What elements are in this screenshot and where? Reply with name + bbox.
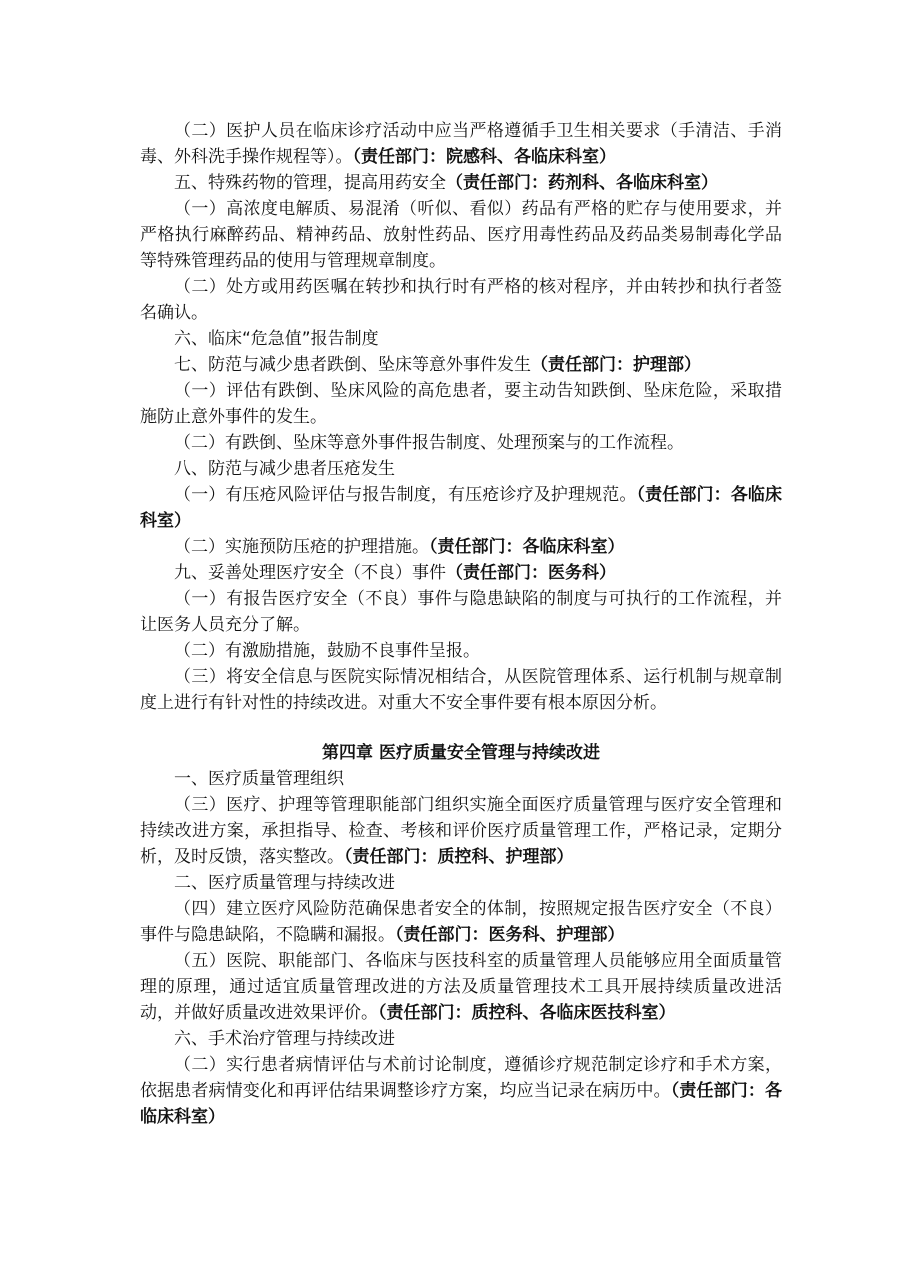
para-9-1: （一）有报告医疗安全（不良）事件与隐患缺陷的制度与可执行的工作流程，并让医务人员充分了解。 xyxy=(140,589,782,635)
para-7-2: （二）有跌倒、坠床等意外事件报告制度、处理预案与的工作流程。 xyxy=(174,433,684,453)
section-8-heading: 八、防范与减少患者压疮发生 xyxy=(174,459,395,479)
ch4-section-6-heading: 六、手术治疗管理与持续改进 xyxy=(174,1029,395,1049)
para-9-3: （三）将安全信息与医院实际情况相结合，从医院管理体系、运行机制与规章制度上进行有针对性的持续改进。对重大不安全事件要有根本原因分析。 xyxy=(140,667,782,713)
section-5-heading: 五、特殊药物的管理，提高用药安全（责任部门：药剂科、各临床科室） xyxy=(174,173,718,193)
para-8-2: （二）实施预防压疮的护理措施。（责任部门：各临床科室） xyxy=(174,537,625,557)
para-5-2: （二）处方或用药医嘱在转抄和执行时有严格的核对程序，并由转抄和执行者签名确认。 xyxy=(140,277,782,323)
para-8-1: （一）有压疮风险评估与报告制度，有压疮诊疗及护理规范。（责任部门：各临床科室） xyxy=(140,485,783,531)
ch4-para-2-4: （四）建立医疗风险防范确保患者安全的体制，按照规定报告医疗安全（不良）事件与隐患缺陷，不隐瞒和漏报。（责任部门：医务科、护理部） xyxy=(140,899,782,945)
ch4-para-6-2: （二）实行患者病情评估与术前讨论制度，遵循诊疗规范制定诊疗和手术方案，依据患者病情变化和再评估结果调整诊疗方案，均应当记录在病历中。（责任部门：各临床科室） xyxy=(140,1055,783,1127)
section-9-heading: 九、妥善处理医疗安全（不良）事件（责任部门：医务科） xyxy=(174,563,616,583)
ch4-section-1-heading: 一、医疗质量管理组织 xyxy=(174,769,344,789)
ch4-para-2-5: （五）医院、职能部门、各临床与医技科室的质量管理人员能够应用全面质量管理的原理，通过适宜质量管理改进的方法及质量管理技术工具开展持续质量改进活动，并做好质量改进效果评价。（责任部门：质控科、各临床医技科室） xyxy=(140,951,782,1023)
para-5-1: （一）高浓度电解质、易混淆（听似、看似）药品有严格的贮存与使用要求，并严格执行麻醉药品、精神药品、放射性药品、医疗用毒性药品及药品类易制毒化学品等特殊管理药品的使用与管理规章制度。 xyxy=(140,199,782,271)
ch4-section-2-heading: 二、医疗质量管理与持续改进 xyxy=(174,873,395,893)
para-9-2: （二）有激励措施，鼓励不良事件呈报。 xyxy=(174,641,480,661)
section-6-heading: 六、临床“危急值”报告制度 xyxy=(174,329,379,349)
para-7-1: （一）评估有跌倒、坠床风险的高危患者，要主动告知跌倒、坠床危险，采取措施防止意外事件的发生。 xyxy=(140,381,782,427)
section-7-heading: 七、防范与减少患者跌倒、坠床等意外事件发生（责任部门：护理部） xyxy=(174,355,701,375)
chapter-heading: 第四章 医疗质量安全管理与持续改进 xyxy=(322,743,600,763)
ch4-para-1-3: （三）医疗、护理等管理职能部门组织实施全面医疗质量管理与医疗安全管理和持续改进方案，承担指导、检查、考核和评价医疗质量管理工作，严格记录，定期分析，及时反馈，落实整改。（责任部门：质控科、护理部） xyxy=(140,795,782,867)
para-hand-hygiene: （二）医护人员在临床诊疗活动中应当严格遵循手卫生相关要求（手清洁、手消毒、外科洗手操作规程等）。（责任部门：院感科、各临床科室） xyxy=(140,121,782,167)
